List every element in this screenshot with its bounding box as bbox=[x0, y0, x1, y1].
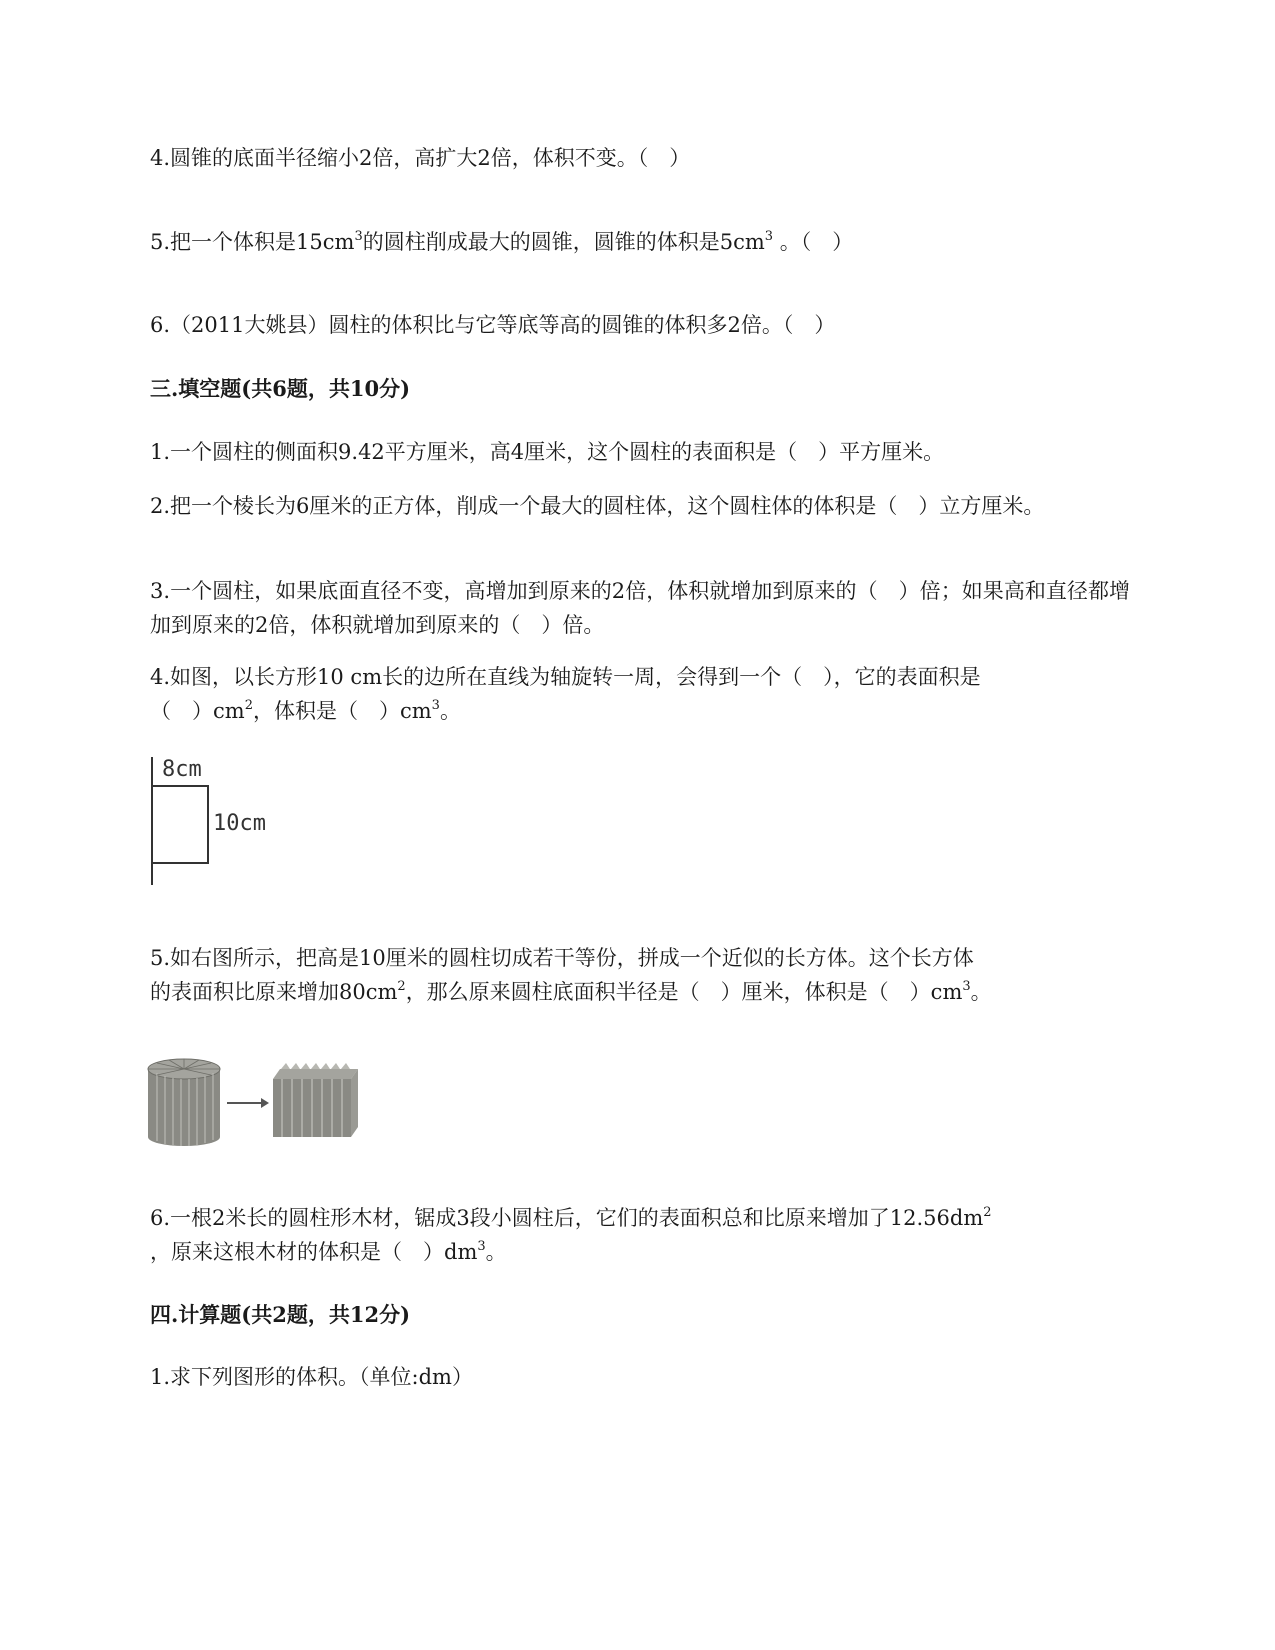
q5-text-before: 5.把一个体积是15cm bbox=[150, 230, 355, 254]
rectangle-figure bbox=[145, 755, 295, 890]
q5b-text-b: ，那么原来圆柱底面积半径是（ ）厘米，体积是（ ）cm bbox=[405, 980, 963, 1004]
q5b-sup-1: 2 bbox=[397, 979, 406, 994]
q4-text-a: （ ）cm bbox=[150, 699, 245, 723]
q5b-sup-2: 3 bbox=[962, 979, 971, 994]
judge-question-6: 6.（2011大姚县）圆柱的体积比与它等底等高的圆锥的体积多2倍。（ ） bbox=[150, 313, 836, 337]
q4-text-b: ，体积是（ ）cm bbox=[252, 699, 432, 723]
fill-question-5-line-1: 5.如右图所示，把高是10厘米的圆柱切成若干等份，拼成一个近似的长方体。这个长方体 bbox=[150, 946, 974, 970]
q6-text-b: ，原来这根木材的体积是（ ）dm bbox=[150, 1240, 478, 1264]
cylinder-to-cuboid-figure bbox=[145, 1055, 370, 1150]
fill-question-6-line-2 bbox=[150, 1235, 1135, 1269]
q4-text-c: 。 bbox=[439, 699, 461, 723]
judge-question-5 bbox=[150, 225, 1135, 259]
fill-question-6-line-1 bbox=[150, 1201, 1135, 1235]
q6-sup-1: 2 bbox=[983, 1205, 992, 1220]
rectangle-shape bbox=[152, 786, 208, 863]
fill-question-5-line-2 bbox=[150, 975, 1135, 1009]
fill-question-4-line-1: 4.如图，以长方形10 cm长的边所在直线为轴旋转一周，会得到一个（ ），它的表面积是 bbox=[150, 665, 981, 689]
cuboid-illustration bbox=[273, 1063, 358, 1137]
judge-question-4: 4.圆锥的底面半径缩小2倍，高扩大2倍，体积不变。（ ） bbox=[150, 146, 691, 170]
calc-question-1: 1.求下列图形的体积。（单位:dm） bbox=[150, 1365, 473, 1389]
section-4-heading: 四.计算题(共2题，共12分) bbox=[150, 1302, 411, 1327]
fill-question-2: 2.把一个棱长为6厘米的正方体，削成一个最大的圆柱体，这个圆柱体的体积是（ ）立方厘米。 bbox=[150, 494, 1045, 518]
q6-sup-2: 3 bbox=[477, 1239, 486, 1254]
q5b-text-a: 的表面积比原来增加80cm bbox=[150, 980, 398, 1004]
q6-text-c: 。 bbox=[485, 1240, 507, 1264]
fill-question-1: 1.一个圆柱的侧面积9.42平方厘米，高4厘米，这个圆柱的表面积是（ ）平方厘米。 bbox=[150, 440, 945, 464]
q5-sup-2: 3 bbox=[764, 229, 774, 244]
rectangle-height-label: 10cm bbox=[213, 811, 266, 836]
q5-text-middle: 的圆柱削成最大的圆锥，圆锥的体积是5cm bbox=[362, 230, 765, 254]
q6-text-a: 6.一根2米长的圆柱形木材，锯成3段小圆柱后，它们的表面积总和比原来增加了12.56dm bbox=[150, 1206, 984, 1230]
cylinder-illustration bbox=[148, 1059, 220, 1146]
q5b-text-c: 。 bbox=[970, 980, 992, 1004]
q4-sup-2: 3 bbox=[431, 698, 440, 713]
fill-question-4-line-2 bbox=[150, 694, 1135, 728]
q4-sup-1: 2 bbox=[244, 698, 253, 713]
rectangle-width-label: 8cm bbox=[162, 757, 202, 782]
arrow-icon bbox=[227, 1098, 269, 1108]
fill-question-3: 3.一个圆柱，如果底面直径不变，高增加到原来的2倍，体积就增加到原来的（ ）倍；如果高和直径都增加到原来的2倍，体积就增加到原来的（ ）倍。 bbox=[150, 579, 1130, 637]
cylinder-cuboid-diagram bbox=[145, 1055, 370, 1150]
q5-sup-1: 3 bbox=[354, 229, 363, 244]
q5-text-after: 。（ ） bbox=[773, 230, 854, 254]
section-3-heading: 三.填空题(共6题，共10分) bbox=[150, 376, 411, 401]
